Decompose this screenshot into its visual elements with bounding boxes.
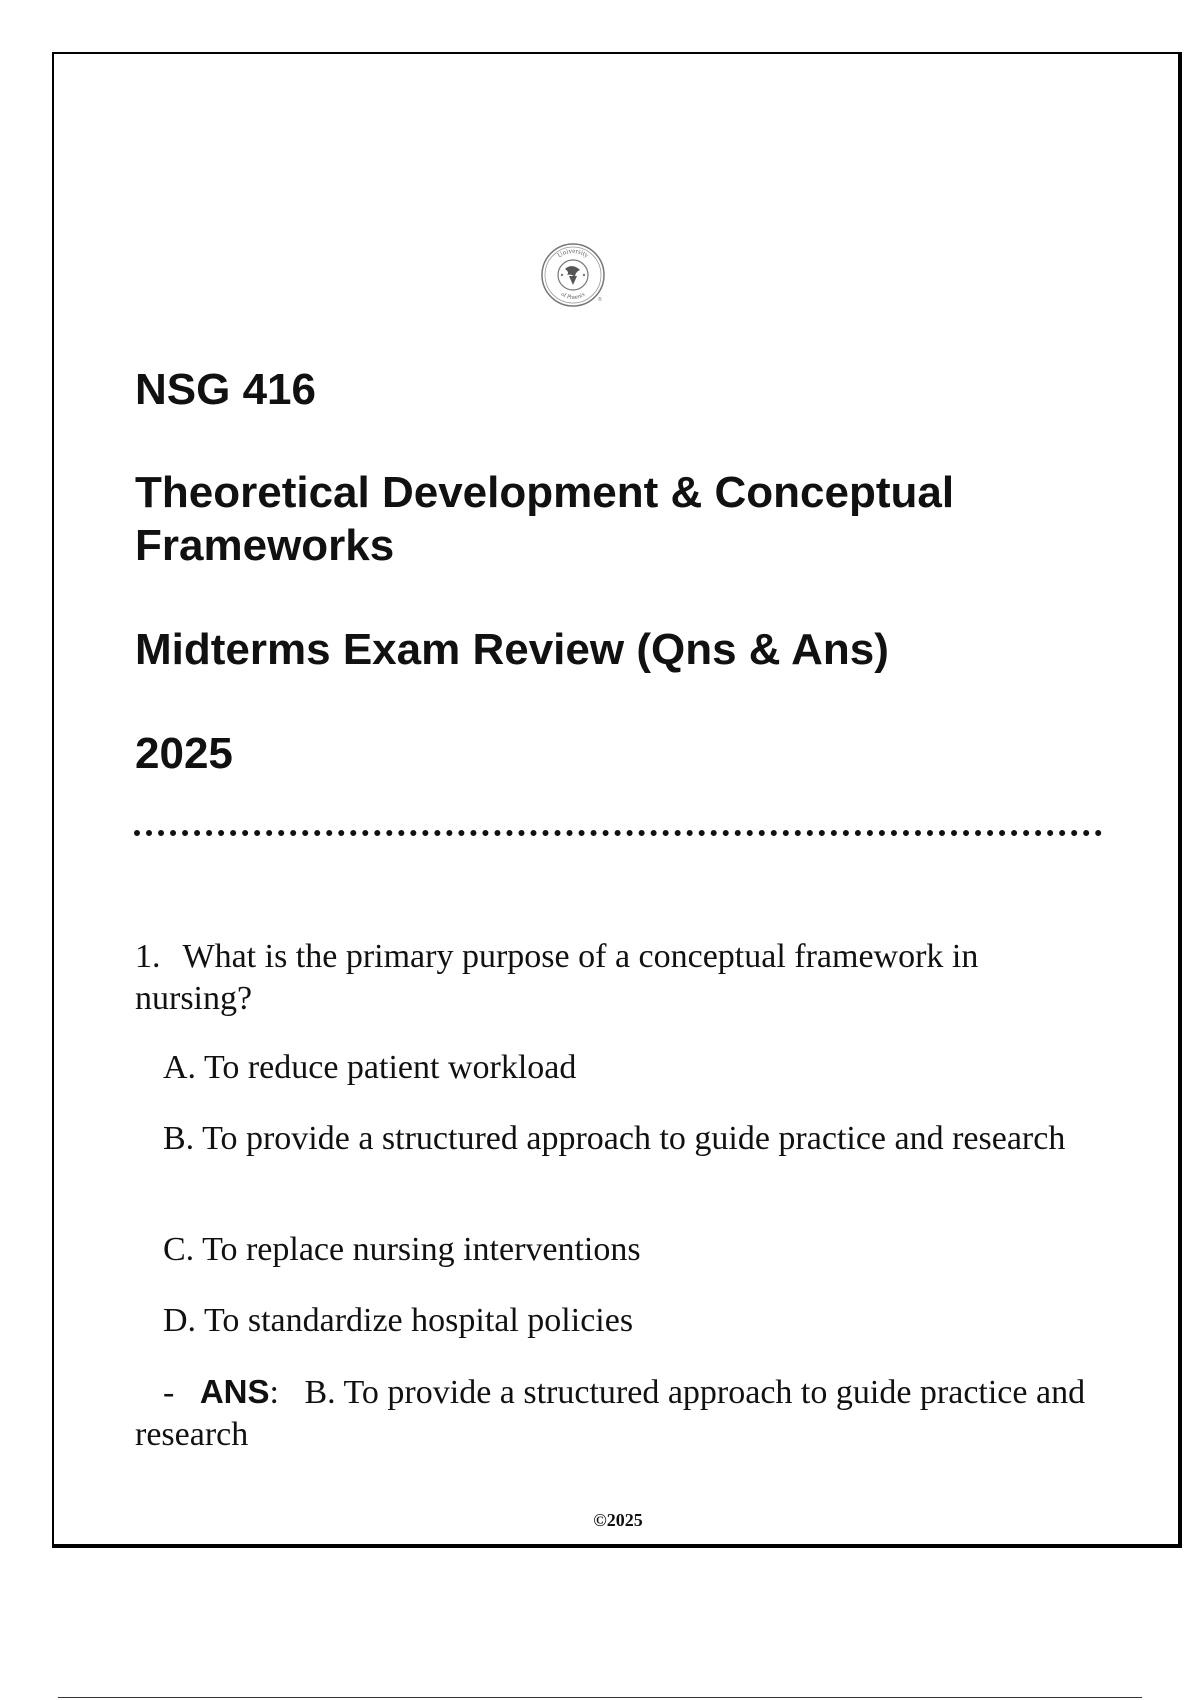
course-title: Theoretical Development & Conceptual Frameworks [135, 468, 955, 570]
answer-line: - ANS: B. To provide a structured approach to guide practice and research [135, 1373, 1086, 1453]
university-seal-icon [539, 241, 607, 309]
logo-text-top: University [556, 246, 591, 260]
option-d: D. To standardize hospital policies [163, 1302, 634, 1339]
option-a: A. To reduce patient workload [163, 1049, 577, 1086]
option-c: C. To replace nursing interventions [163, 1231, 641, 1268]
question-number: 1. [135, 938, 161, 975]
document-type: Midterms Exam Review (Qns & Ans) [135, 625, 889, 674]
option-b: B. To provide a structured approach to guide practice and research [163, 1120, 1066, 1157]
copyright-footer: ©2025 [593, 1510, 643, 1530]
svg-text:of Phoenix [560, 292, 587, 302]
bottom-rule [58, 1697, 1142, 1698]
course-code: NSG 416 [135, 365, 316, 414]
answer-prefix: - [163, 1374, 175, 1411]
answer-label: ANS [199, 1373, 270, 1410]
answer-text: B. To provide a structured approach to guide practice and research [135, 1374, 1086, 1453]
question-text [135, 936, 1095, 1020]
dotted-divider [134, 830, 1102, 836]
svg-text:®: ® [598, 297, 602, 303]
question-body: What is the primary purpose of a conceptual framework in nursing? [135, 938, 979, 1017]
logo-text-bottom: of Phoenix [559, 291, 587, 302]
document-year: 2025 [135, 729, 233, 778]
svg-text:University [556, 247, 591, 260]
